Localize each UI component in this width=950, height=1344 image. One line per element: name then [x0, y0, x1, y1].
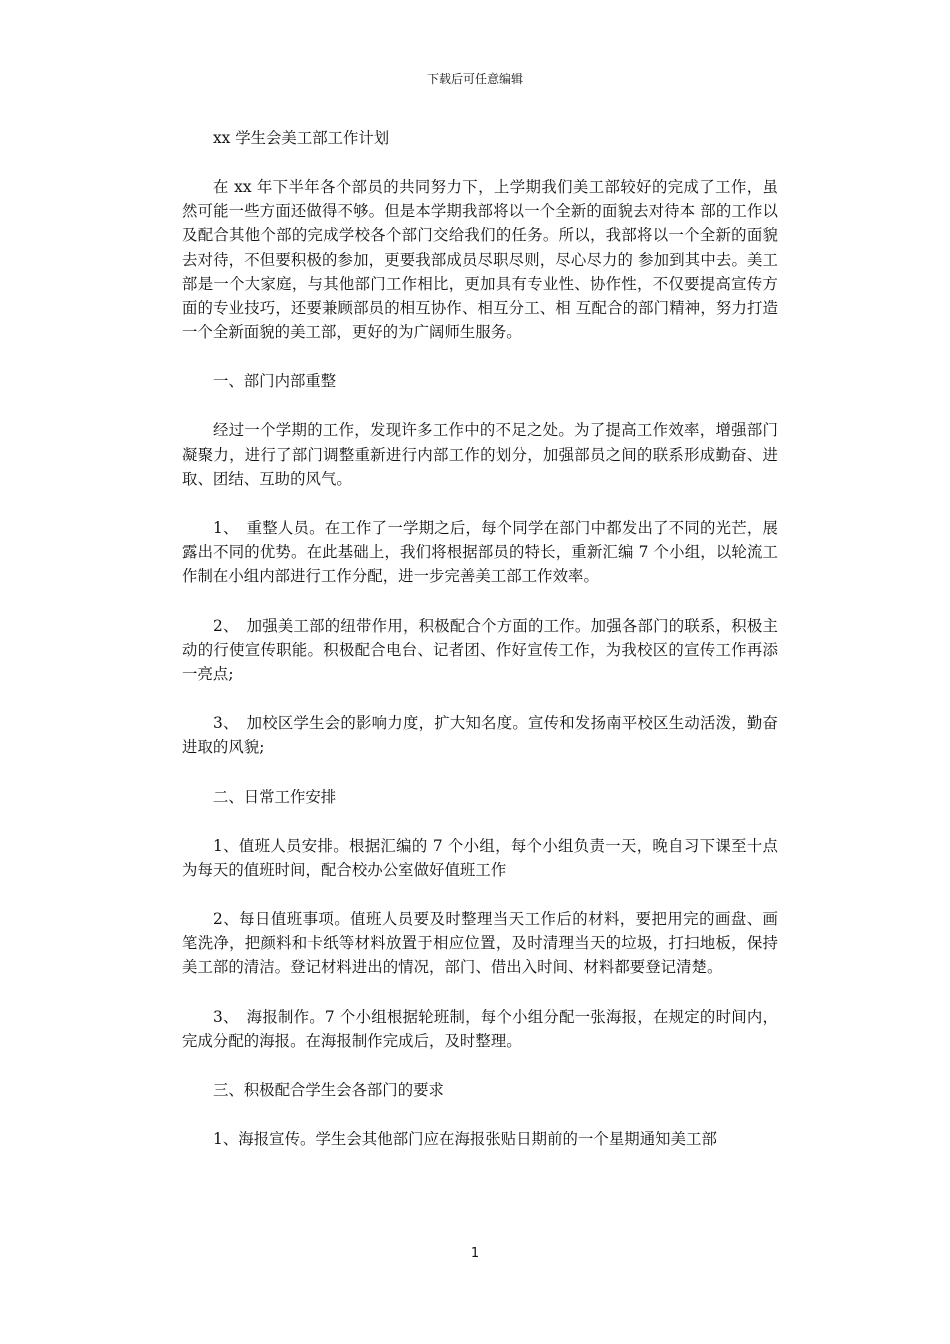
download-editable-note: 下载后可任意编辑	[426, 72, 523, 86]
section2-item-3: 3、 海报制作。7 个小组根据轮班制，每个小组分配一张海报，在规定的时间内，完成分配的海报。在海报制作完成后，及时整理。	[182, 1007, 778, 1050]
document-body	[182, 126, 778, 1151]
section1-intro: 经过一个学期的工作，发现许多工作中的不足之处。为了提高工作效率，增强部门凝聚力，进行了部门调整重新进行内部工作的划分，加强部员之间的联系形成勤奋、进取、团结、互助的风气。	[182, 421, 778, 488]
section-heading-3: 三、积极配合学生会各部门的要求	[213, 1081, 444, 1100]
section-heading-1: 一、部门内部重整	[213, 372, 337, 391]
section3-item-1: 1、海报宣传。学生会其他部门应在海报张贴日期前的一个星期通知美工部	[213, 1130, 717, 1149]
page-number: 1	[470, 1246, 480, 1261]
section1-item-3: 3、 加校区学生会的影响力度，扩大知名度。宣传和发扬南平校区生动活泼，勤奋进取的风貌;	[182, 714, 778, 757]
section2-item-1: 1、值班人员安排。根据汇编的 7 个小组，每个小组负责一天，晚自习下课至十点为每天的值班时间，配合校办公室做好值班工作	[182, 836, 778, 879]
intro-paragraph: 在 xx 年下半年各个部员的共同努力下，上学期我们美工部较好的完成了工作，虽然可能一些方面还做得不够。但是本学期我部将以一个全新的面貌去对待本 部的工作以及配合其他个部的完成学校各个部门交给我们的任务。所以，我部将以一个全新的面貌去对待，不但要积极的参加，更要我部成员尽职尽则，尽心尽力的 参加到其中去。美工部是一个大家庭，与其他部门工作相比，更加具有专业性、协作性，不仅要提高宣传方面的专业技巧，还要兼顾部员的相互协作、相互分工、相 互配合的部门精神，努力打造一个全新面貌的美工部，更好的为广阔师生服务。	[182, 178, 778, 342]
section2-item-2: 2、每日值班事项。值班人员要及时整理当天工作后的材料，要把用完的画盘、画笔洗净，把颜料和卡纸等材料放置于相应位置，及时清理当天的垃圾，打扫地板，保持美工部的清洁。登记材料进出的情况，部门、借出入时间、材料都要登记清楚。	[182, 910, 778, 977]
document-title: xx 学生会美工部工作计划	[213, 129, 390, 147]
section1-item-2: 2、 加强美工部的纽带作用，积极配合个方面的工作。加强各部门的联系，积极主动的行使宣传职能。积极配合电台、记者团、作好宣传工作，为我校区的宣传工作再添一亮点;	[182, 616, 778, 684]
section1-item-1: 1、 重整人员。在工作了一学期之后，每个同学在部门中都发出了不同的光芒，展露出不同的优势。在此基础上，我们将根据部员的特长，重新汇编 7 个小组，以轮流工作制在小组内部进行工作分配，进一步完善美工部工作效率。	[182, 519, 778, 586]
section-heading-2: 二、日常工作安排	[213, 787, 337, 806]
